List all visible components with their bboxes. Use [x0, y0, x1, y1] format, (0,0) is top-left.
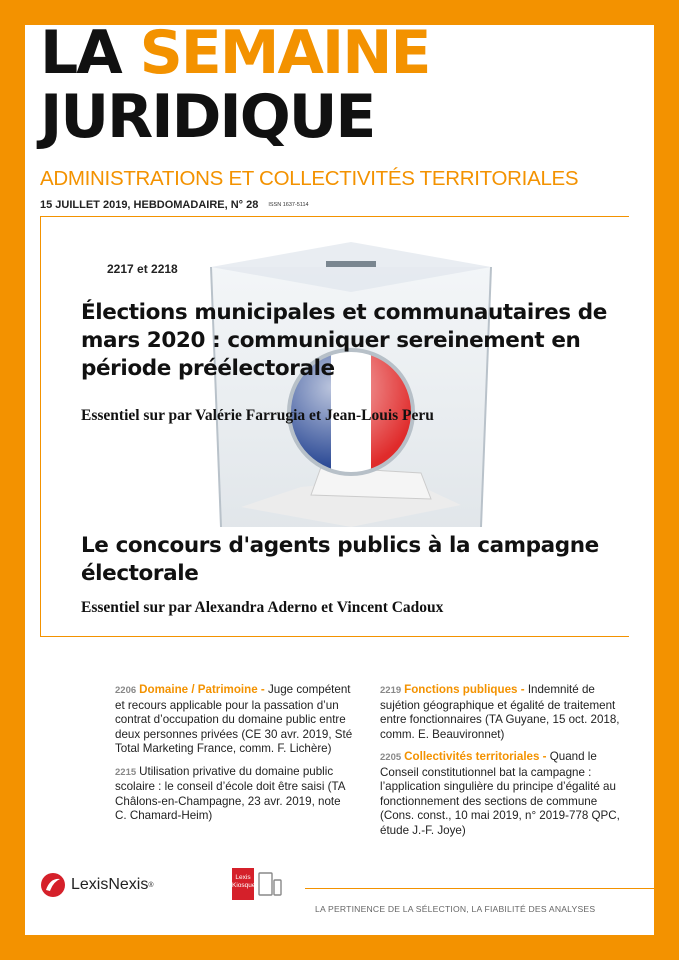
summary-item	[115, 683, 355, 757]
article-category: Collectivités territoriales -	[404, 750, 547, 763]
summary-item	[380, 750, 625, 838]
feature-byline-2: Essentiel sur par Alexandra Aderno et Vincent Cadoux	[81, 599, 444, 616]
feature-byline-1: Essentiel sur par Valérie Farrugia et Jean-Louis Peru	[81, 407, 434, 424]
kiosque-label-top: Lexis	[235, 874, 251, 881]
publisher-name: LexisNexis	[71, 876, 149, 893]
article-number: 2219	[380, 685, 402, 696]
feature-article-numbers: 2217 et 2218	[107, 262, 178, 276]
registered-mark: ®	[148, 881, 154, 889]
lexisnexis-logo	[40, 872, 154, 898]
masthead-semaine: SEMAINE	[139, 18, 430, 88]
footer-divider	[305, 888, 654, 889]
feature-box	[40, 216, 629, 637]
summary-item	[380, 683, 625, 742]
feature-headline-1: Élections municipales et communautaires de mars 2020 : communiquer sereinement en période préélectorale	[81, 300, 607, 381]
summary-column-right	[380, 683, 625, 846]
article-number: 2215	[115, 766, 137, 778]
masthead-title-line1	[40, 18, 430, 88]
ballot-box-illustration	[201, 237, 501, 557]
masthead-subtitle: ADMINISTRATIONS ET COLLECTIVITÉS TERRITORIALES	[40, 167, 579, 190]
summary-item	[115, 765, 355, 824]
article-number: 2205	[380, 752, 402, 763]
lexisnexis-emblem-icon	[40, 872, 66, 898]
kiosque-label-bottom: Kiosque	[232, 882, 256, 889]
issue-info	[40, 199, 309, 211]
article-summary: Utilisation privative du domaine public scolaire : le conseil d’école doit être saisi (TA Châlons-en-Champagne, 23 avr. 2019, note C. Chamard-Heim)	[115, 764, 345, 822]
devices-icon	[258, 872, 282, 898]
article-summary: Quand le Conseil constitutionnel bat la campagne : l’application singulière du principe d’égalité au fonctionnement des sections de commune (Cons. const., 10 mai 2019, n° 2019-778 QPC, étude J.-F. Joye)	[380, 750, 620, 837]
article-category: Domaine / Patrimoine -	[139, 683, 265, 696]
masthead-la: LA	[40, 18, 140, 88]
article-summary: Indemnité de sujétion géographique et égalité de traitement entre fonctionnaires (TA Guyane, 15 oct. 2018, comm. E. Beauvironnet)	[380, 683, 620, 741]
footer-tagline: LA PERTINENCE DE LA SÉLECTION, LA FIABILITÉ DES ANALYSES	[315, 904, 596, 914]
article-category: Fonctions publiques -	[404, 683, 525, 696]
article-number: 2206	[115, 685, 137, 696]
summary-column-left	[115, 683, 355, 832]
lexis-kiosque-badge	[232, 868, 254, 900]
issue-date: 15 JUILLET 2019, HEBDOMADAIRE, N° 28	[40, 199, 259, 211]
issn: ISSN 1637-5114	[268, 202, 309, 209]
feature-headline-2: Le concours d'agents publics à la campagne électorale	[81, 533, 599, 586]
masthead-title-line2: JURIDIQUE	[40, 82, 375, 152]
article-summary: Juge compétent et recours applicable pour la passation d’un contrat d’occupation du domaine public entre deux personnes privées (CE 30 avr. 2019, Sté Total Marketing France, comm. F. Lichère)	[115, 683, 353, 755]
